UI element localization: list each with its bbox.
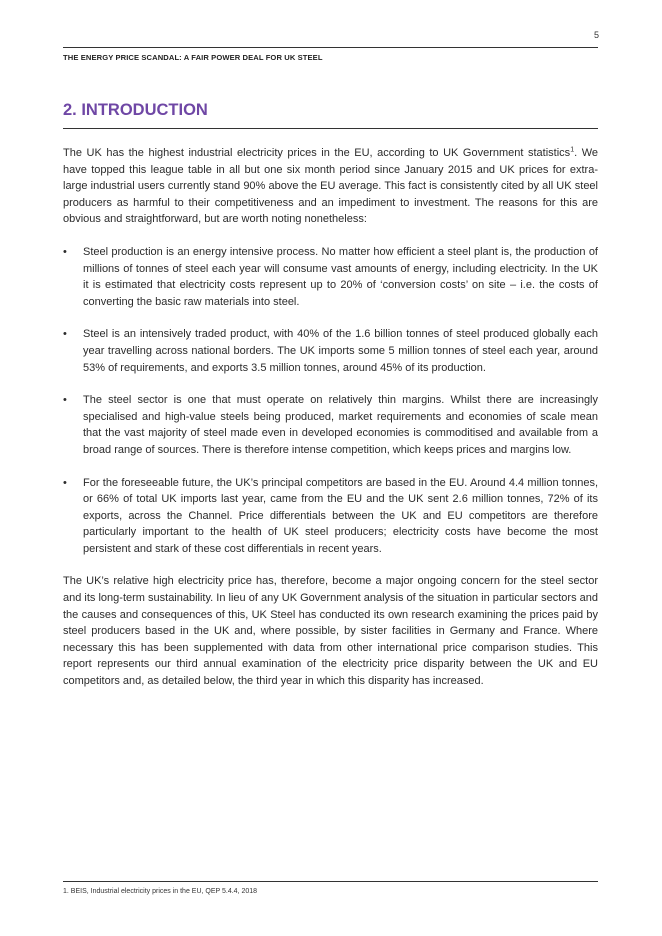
intro-paragraph xyxy=(63,145,598,228)
footnote-divider xyxy=(63,881,598,882)
footnote-reference[interactable]: 1 xyxy=(570,146,575,154)
bullet-item xyxy=(63,326,598,376)
intro-text: The UK has the highest industrial electricity prices in the EU, according to UK Government statistics xyxy=(63,147,571,159)
closing-paragraph: The UK’s relative high electricity price has, therefore, become a major ongoing concern for the steel sector and its long-term sustainability. In lieu of any UK Government analysis of the situation in particular sectors and the causes and consequences of this, UK Steel has conducted its own research examining the prices paid by steel producers based in the UK and, where possible, by sister facilities in Germany and France. Where necessary this has been supplemented with data from other international price comparison studies. This report represents our third annual examination of the electricity price disparity between the UK and EU competitors and, as detailed below, the third year in which this disparity has increased. xyxy=(63,575,598,688)
bullet-text: For the foreseeable future, the UK’s principal competitors are based in the EU. Around 4.4 million tonnes, or 66% of total UK imports last year, came from the EU and the UK sent 2.6 million tonnes, 72% of its exports, across the Channel. Price differentials between the UK and EU competitors are therefore particularly important to the health of UK steel producers; electricity costs have become the most persistent and stark of these cost differentials in recent years. xyxy=(83,476,598,555)
heading-divider xyxy=(63,128,598,129)
section-heading: 2. INTRODUCTION xyxy=(63,101,208,119)
intro-text-continued: . We have topped this league table in all but one six month period since January 2015 and UK prices for extra-large industrial users currently stand 90% above the EU average. This fact is consistently cited by all UK steel producers as harmful to their competitiveness and an impediment to investment. The reasons for this are obvious and straightforward, but are worth noting nonetheless: xyxy=(63,147,598,226)
bullet-icon: • xyxy=(63,476,67,489)
page-number: 5 xyxy=(593,30,599,40)
footnote: 1. BEIS, Industrial electricity prices in the EU, QEP 5.4.4, 2018 xyxy=(63,888,258,895)
bullet-text: Steel production is an energy intensive process. No matter how efficient a steel plant is, the production of millions of tonnes of steel each year will consume vast amounts of energy, including electricity. In the UK it is estimated that electricity costs represent up to 20% of ‘conversion costs’ on site – i.e. the costs of converting the basic raw materials into steel. xyxy=(83,245,598,308)
bullet-icon: • xyxy=(63,245,67,258)
body-text xyxy=(63,145,598,690)
bullet-item xyxy=(63,244,598,310)
header-divider xyxy=(63,47,598,48)
bullet-icon: • xyxy=(63,394,67,407)
bullet-icon: • xyxy=(63,328,67,341)
bullet-list xyxy=(63,244,598,558)
running-title: THE ENERGY PRICE SCANDAL: A FAIR POWER DEAL FOR UK STEEL xyxy=(63,53,323,62)
bullet-item xyxy=(63,392,598,458)
bullet-text: The steel sector is one that must operate on relatively thin margins. Whilst there are increasingly specialised and high-value steels being produced, market requirements and economies of scale mean that the vast majority of steel made even in developed economies is commoditised and available from a broad range of sources. There is therefore intense competition, which keeps prices and margins low. xyxy=(83,394,598,456)
bullet-text: Steel is an intensively traded product, with 40% of the 1.6 billion tonnes of steel produced globally each year travelling across national borders. The UK imports some 5 million tonnes of steel each year, around 53% of requirements, and exports 3.5 million tonnes, around 45% of its production. xyxy=(83,328,598,374)
bullet-item xyxy=(63,475,598,558)
